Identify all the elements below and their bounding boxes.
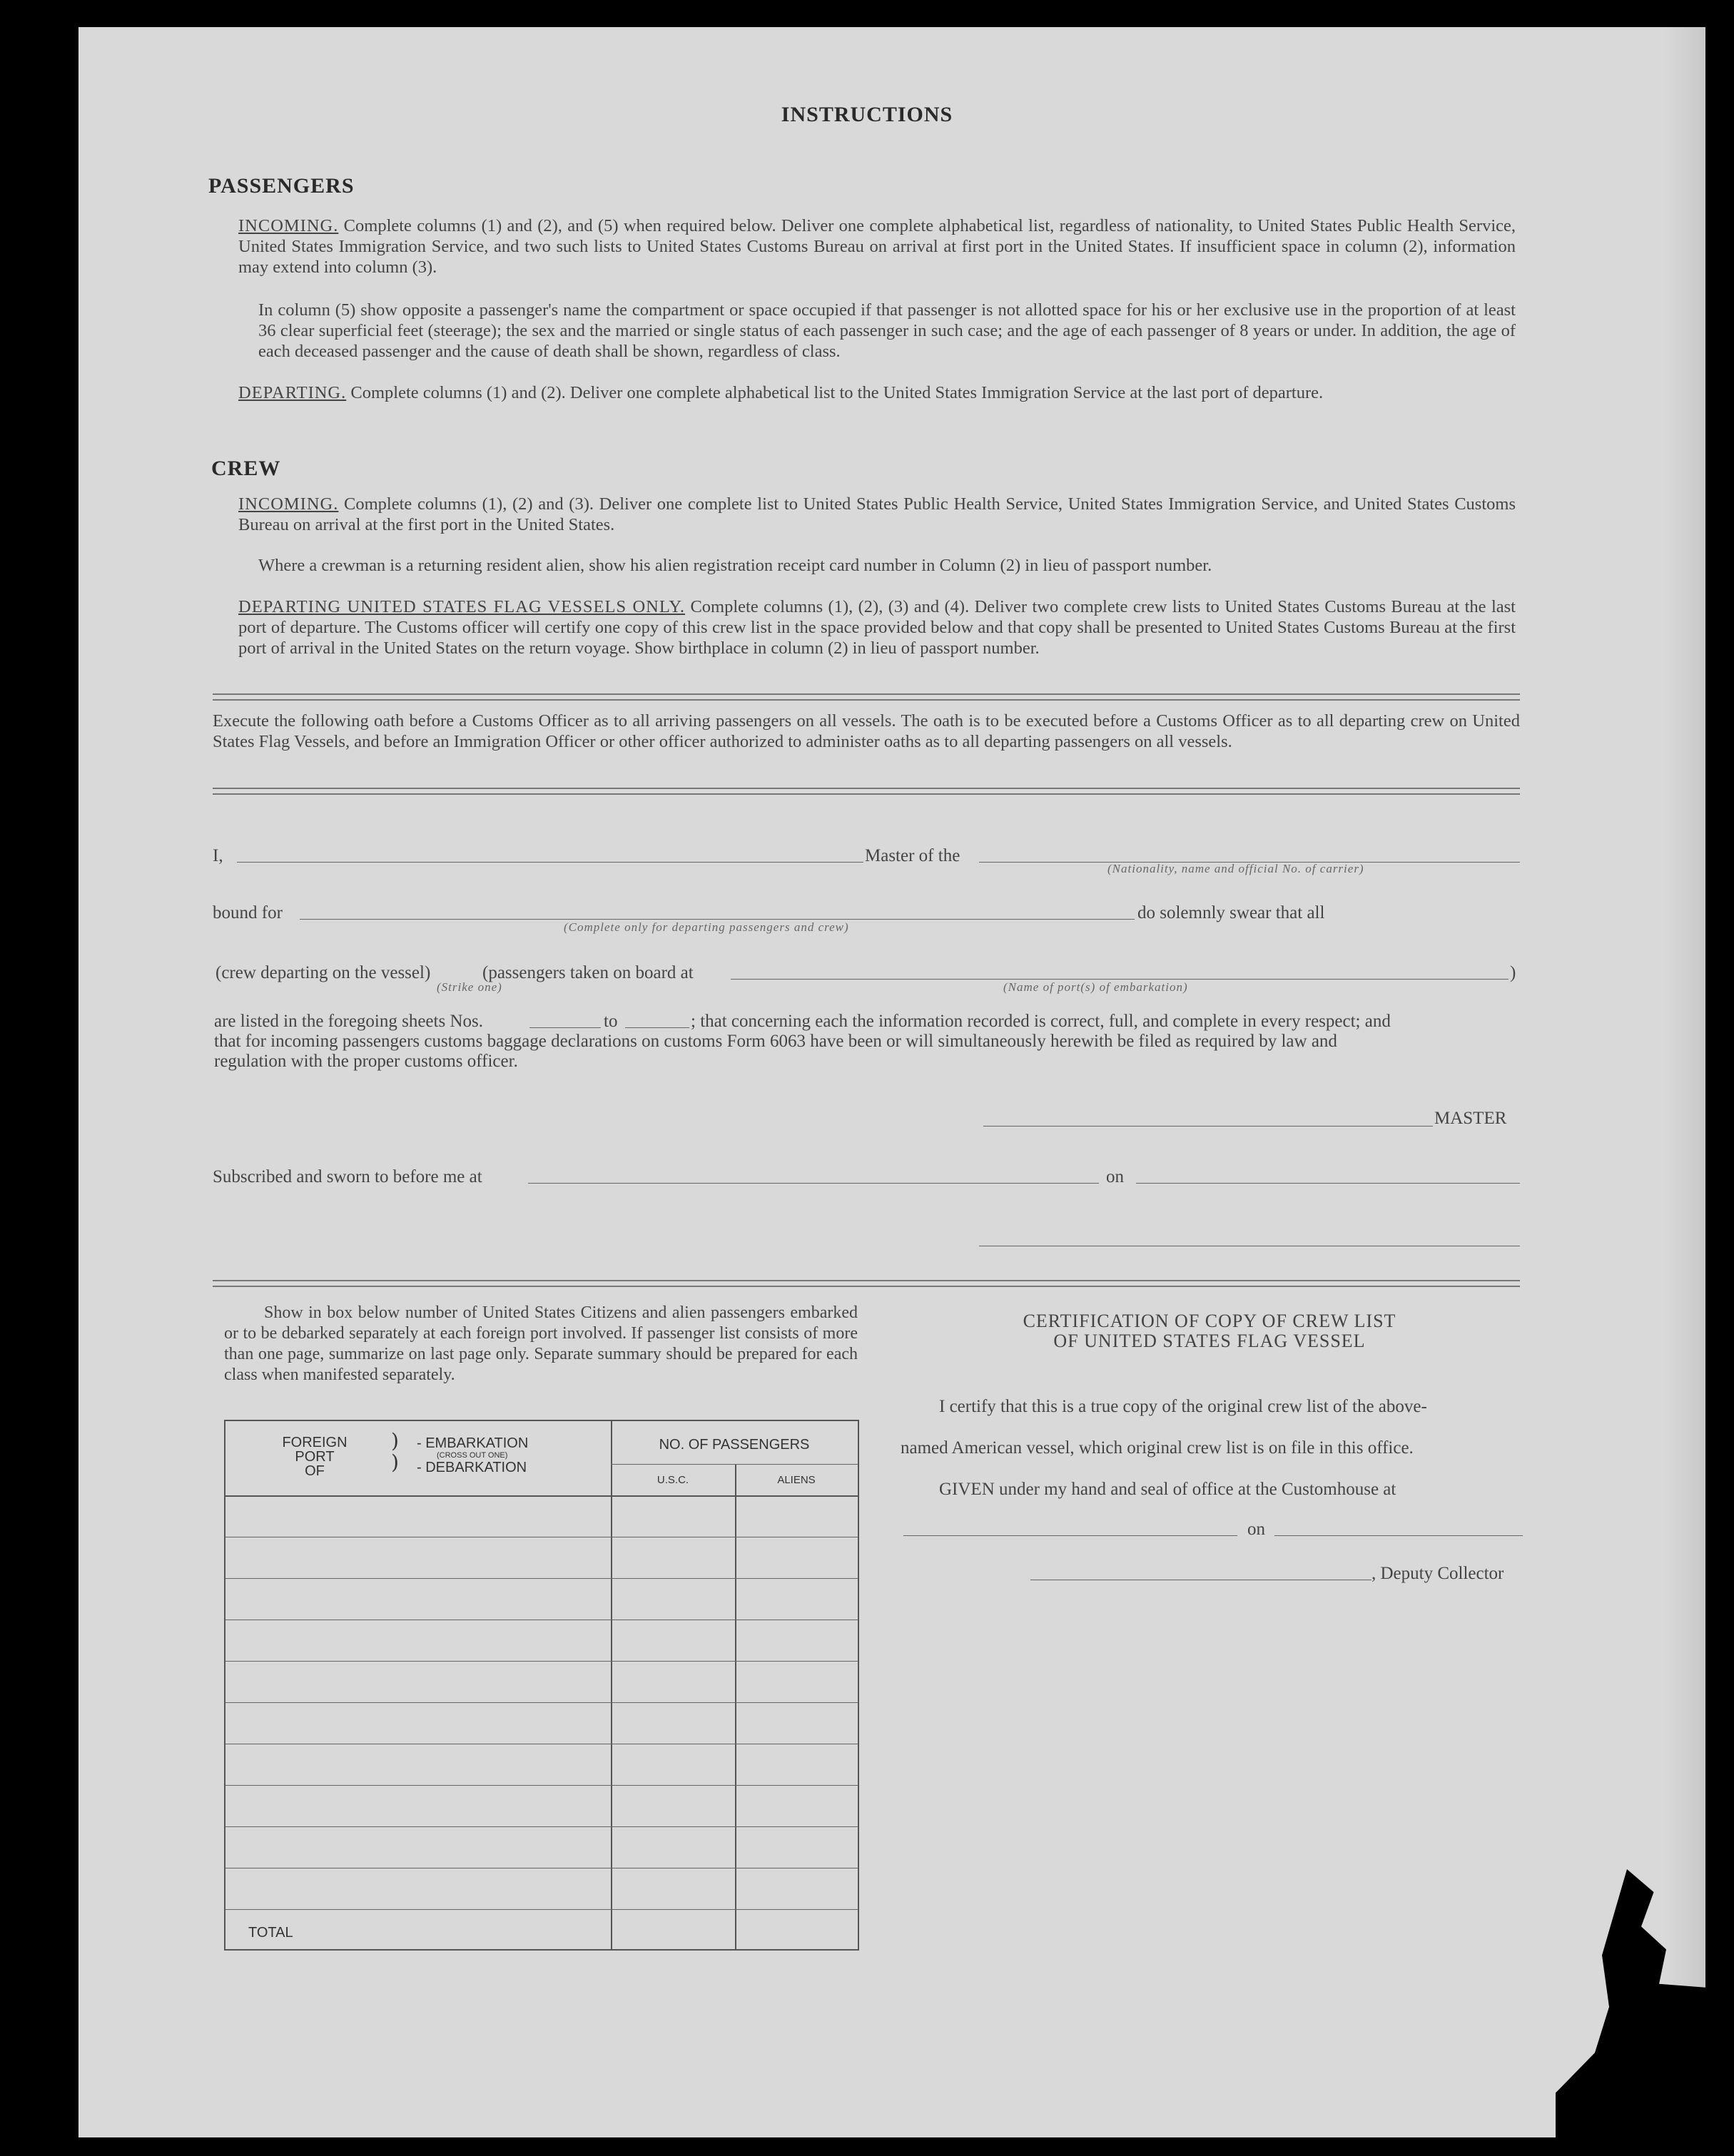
oath-instructions: Execute the following oath before a Customs Officer as to all arriving passengers on all vessels. The oath is to be executed before a Customs Officer as to all departing crew on United States Flag Vessels, and before an Immigration Officer or other officer authorized to administer oaths as to all departing passengers on all vessels. bbox=[213, 711, 1520, 751]
master-name-line[interactable] bbox=[237, 862, 863, 863]
bracket-top: ) bbox=[391, 1429, 399, 1453]
master-label: MASTER bbox=[1434, 1109, 1507, 1128]
passengers-departing-lead: DEPARTING. bbox=[238, 383, 347, 402]
sworn-date-line[interactable] bbox=[1136, 1183, 1520, 1184]
table-row bbox=[225, 1702, 858, 1703]
foreign-word: FOREIGN bbox=[282, 1435, 348, 1450]
passengers-departing-paragraph bbox=[238, 382, 1516, 403]
certification-heading-line1: CERTIFICATION OF COPY OF CREW LIST bbox=[1023, 1311, 1396, 1331]
solemnly-swear-text: do solemnly swear that all bbox=[1137, 903, 1325, 922]
table-row bbox=[225, 1578, 858, 1579]
certification-heading bbox=[899, 1311, 1520, 1351]
of-word: OF bbox=[305, 1463, 325, 1479]
crew-departing-lead: DEPARTING UNITED STATES FLAG VESSELS ONLY. bbox=[238, 597, 686, 616]
cross-out-one-label: (CROSS OUT ONE) bbox=[437, 1451, 508, 1460]
close-paren: ) bbox=[1510, 963, 1516, 982]
master-signature-line[interactable] bbox=[983, 1126, 1433, 1127]
debarkation-label: - DEBARKATION bbox=[417, 1460, 527, 1475]
ports-of-embarkation-line[interactable] bbox=[731, 979, 1509, 980]
certify-line-1: I certify that this is a true copy of the original crew list of the above- bbox=[939, 1397, 1427, 1416]
certification-on-label: on bbox=[1247, 1520, 1265, 1539]
paper-edge-shadow bbox=[1663, 27, 1705, 2137]
aliens-header: ALIENS bbox=[777, 1474, 816, 1486]
passengers-taken-option: (passengers taken on board at bbox=[482, 963, 694, 982]
crew-heading: CREW bbox=[211, 457, 281, 480]
passengers-subheader-line bbox=[611, 1464, 858, 1465]
customhouse-line[interactable] bbox=[903, 1535, 1237, 1536]
crew-departing-text: Complete columns (1), (2), (3) and (4). Deliver two complete crew lists to United States Customs Bureau at the last port of departure. The Customs officer will certify one copy of this crew list in the space provided below and that copy shall be presented to United States Customs Bureau at the first port of arrival in the United States on the return voyage. Show birthplace in column (2) in lieu of passport number. bbox=[238, 597, 1516, 658]
passengers-incoming-text: Complete columns (1) and (2), and (5) when required below. Deliver one complete alphabetical list, regardless of nationality, to United States Public Health Service, United States Immigration Service, and two such lists to United States Customs Bureau on arrival at first port in the United States. If insufficient space in column (2), information may extend into column (3). bbox=[238, 216, 1516, 277]
table-row bbox=[225, 1826, 858, 1827]
subscribed-label: Subscribed and sworn to before me at bbox=[213, 1167, 482, 1186]
table-row bbox=[225, 1619, 858, 1620]
sworn-location-line[interactable] bbox=[528, 1183, 1099, 1184]
passenger-summary-table bbox=[224, 1420, 859, 1951]
sworn-on-label: on bbox=[1106, 1167, 1124, 1186]
crew-departing-option: (crew departing on the vessel) bbox=[216, 963, 431, 982]
ports-caption: (Name of port(s) of embarkation) bbox=[1003, 980, 1188, 994]
baggage-declarations-text: that for incoming passengers customs baggage declarations on customs Form 6063 have been or will simultaneously herewith be filed as required by law and bbox=[214, 1032, 1337, 1051]
certify-line-3: GIVEN under my hand and seal of office at the Customhouse at bbox=[939, 1480, 1396, 1499]
deputy-collector-label: , Deputy Collector bbox=[1372, 1564, 1504, 1583]
passengers-incoming-lead: INCOMING. bbox=[238, 216, 339, 235]
sheets-nos-label: are listed in the foregoing sheets Nos. bbox=[214, 1012, 483, 1031]
page-title: INSTRUCTIONS bbox=[781, 103, 953, 126]
bracket-bottom: ) bbox=[391, 1450, 399, 1474]
sheets-from-line[interactable] bbox=[529, 1027, 601, 1028]
certify-line-2: named American vessel, which original crew list is on file in this office. bbox=[901, 1438, 1414, 1458]
section-divider-2 bbox=[213, 788, 1520, 795]
total-label: TOTAL bbox=[248, 1925, 293, 1941]
crew-incoming-text: Complete columns (1), (2) and (3). Deliver one complete list to United States Public Health Service, United States Immigration Service, and United States Customs Bureau on arrival at the first port in the United States. bbox=[238, 494, 1516, 534]
certification-heading-line2: OF UNITED STATES FLAG VESSEL bbox=[1053, 1331, 1366, 1351]
col-divider-1 bbox=[611, 1421, 612, 1949]
usc-header: U.S.C. bbox=[656, 1474, 689, 1486]
table-row bbox=[225, 1661, 858, 1662]
passengers-incoming-paragraph bbox=[238, 215, 1516, 278]
master-of-the-label: Master of the bbox=[865, 846, 960, 865]
nationality-caption: (Nationality, name and official No. of carrier) bbox=[1107, 862, 1364, 875]
passengers-departing-text: Complete columns (1) and (2). Deliver one complete alphabetical list to the United States Immigration Service at the last port of departure. bbox=[350, 383, 1324, 402]
sheets-to-label: to bbox=[604, 1012, 618, 1031]
crew-resident-alien-paragraph: Where a crewman is a returning resident alien, show his alien registration receipt card number in Column (2) in lieu of passport number. bbox=[258, 556, 1212, 575]
embarkation-label: - EMBARKATION bbox=[417, 1435, 529, 1451]
port-word: PORT bbox=[295, 1449, 335, 1465]
foreign-port-of-label bbox=[275, 1435, 354, 1478]
passengers-column5-paragraph: In column (5) show opposite a passenger's name the compartment or space occupied if that passenger is not allotted space for his or her exclusive use in the proportion of at least 36 clear superficial feet (steerage); the sex and the married or single status of each passenger in such case; and the age of each passenger of 8 years or under. In addition, the age of each deceased passenger and the cause of death shall be shown, regardless of class. bbox=[258, 300, 1516, 361]
sheets-to-line[interactable] bbox=[625, 1027, 689, 1028]
certification-date-line[interactable] bbox=[1274, 1535, 1523, 1536]
information-correct-text: ; that concerning each the information recorded is correct, full, and complete in every respect; and bbox=[691, 1012, 1391, 1031]
regulation-text: regulation with the proper customs officer. bbox=[214, 1052, 518, 1071]
crew-departing-paragraph bbox=[238, 596, 1516, 659]
complete-only-caption: (Complete only for departing passengers and crew) bbox=[564, 920, 849, 934]
passengers-heading: PASSENGERS bbox=[208, 174, 355, 198]
no-of-passengers-header: NO. OF PASSENGERS bbox=[659, 1437, 810, 1453]
total-row-top-line bbox=[225, 1909, 858, 1910]
strike-one-caption: (Strike one) bbox=[437, 980, 502, 994]
oath-i-label: I, bbox=[213, 846, 223, 865]
bound-for-line[interactable] bbox=[300, 919, 1135, 920]
summary-instructions: Show in box below number of United States Citizens and alien passengers embarked or to be debarked separately at each foreign port involved. If passenger list consists of more than one page, summarize on last page only. Separate summary should be prepared for each class when manifested separately. bbox=[224, 1303, 858, 1384]
crew-incoming-lead: INCOMING. bbox=[238, 494, 339, 514]
table-row bbox=[225, 1785, 858, 1786]
crew-incoming-paragraph bbox=[238, 494, 1516, 535]
header-bottom-line bbox=[225, 1495, 858, 1497]
section-divider-3 bbox=[213, 1280, 1520, 1287]
bound-for-label: bound for bbox=[213, 903, 283, 922]
section-divider-1 bbox=[213, 693, 1520, 701]
